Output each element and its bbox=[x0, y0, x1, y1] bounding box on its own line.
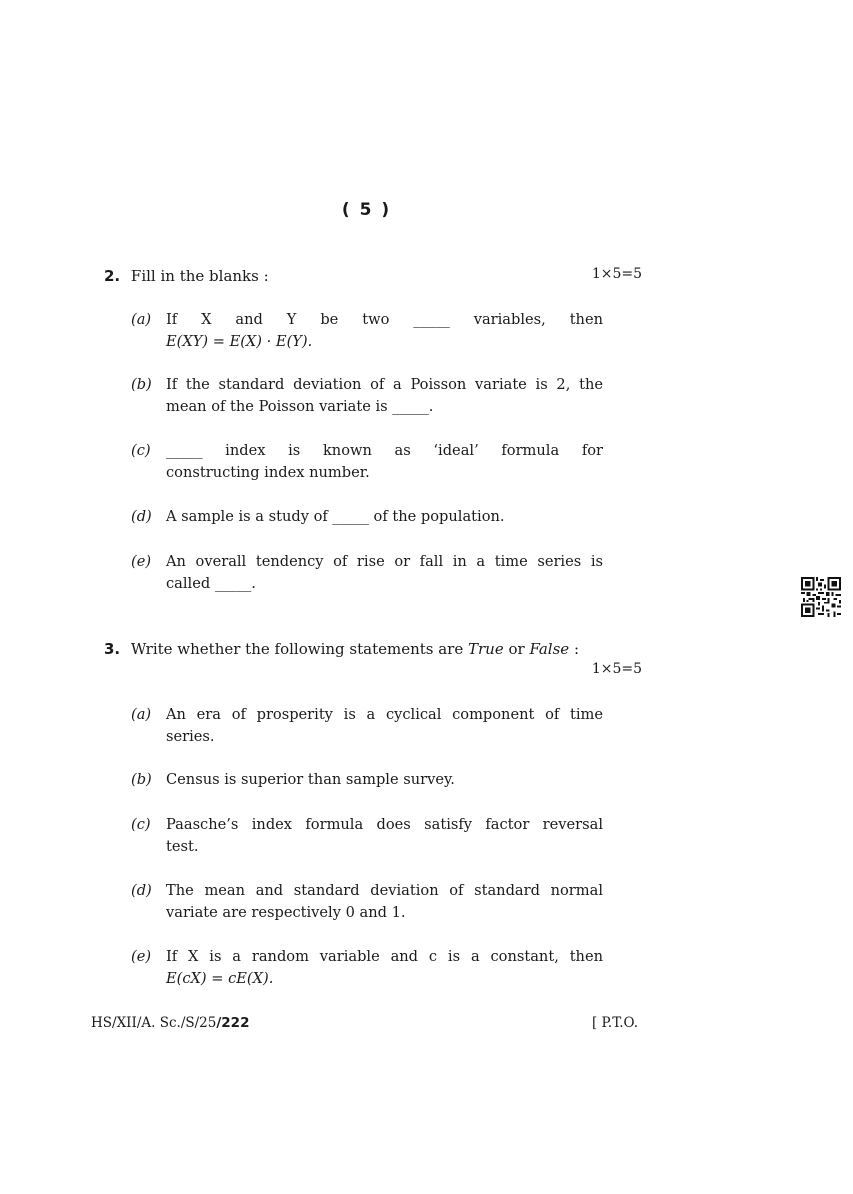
item-text-cont: E(XY) = E(X) · E(Y). bbox=[166, 333, 313, 350]
q3-item-e bbox=[131, 946, 603, 990]
item-label: (d) bbox=[131, 508, 152, 525]
item-label: (c) bbox=[131, 442, 151, 459]
q3-item-d bbox=[131, 880, 603, 924]
item-text: _____ index is known as ‘ideal’ formula for bbox=[166, 442, 603, 459]
item-text-cont: mean of the Poisson variate is _____. bbox=[166, 398, 434, 415]
item-label: (b) bbox=[131, 376, 152, 393]
q3-heading-false: False bbox=[529, 640, 570, 658]
q3-item-c bbox=[131, 814, 603, 858]
item-label: (b) bbox=[131, 771, 152, 788]
q3-heading bbox=[131, 640, 579, 658]
paper-code bbox=[91, 1015, 249, 1031]
item-text-cont: variate are respectively 0 and 1. bbox=[166, 904, 406, 921]
item-text: A sample is a study of _____ of the population. bbox=[166, 508, 505, 525]
page-number: ( 5 ) bbox=[341, 200, 392, 220]
q2-item-b bbox=[131, 374, 603, 418]
pto-label: [ P.T.O. bbox=[592, 1015, 639, 1031]
paper-code-prefix: HS/XII/A. Sc./S/25 bbox=[91, 1015, 217, 1031]
q3-item-b bbox=[131, 769, 603, 791]
q3-item-a bbox=[131, 704, 603, 748]
item-text: The mean and standard deviation of standard normal bbox=[166, 882, 603, 899]
item-text: An era of prosperity is a cyclical component of time bbox=[166, 706, 603, 723]
q2-marks: 1×5=5 bbox=[591, 266, 642, 282]
item-text-cont: constructing index number. bbox=[166, 464, 370, 481]
q2-item-a bbox=[131, 309, 603, 353]
item-text: If X and Y be two _____ variables, then bbox=[166, 311, 603, 328]
item-label: (e) bbox=[131, 553, 152, 570]
item-text-cont: test. bbox=[166, 838, 199, 855]
q2-number: 2. bbox=[104, 267, 121, 285]
q2-item-e bbox=[131, 551, 603, 595]
q2-item-d bbox=[131, 506, 603, 528]
item-label: (c) bbox=[131, 816, 151, 833]
q2-heading: Fill in the blanks : bbox=[130, 267, 269, 285]
item-label: (e) bbox=[131, 948, 152, 965]
paper-code-suffix: /222 bbox=[216, 1015, 250, 1031]
item-text-cont: called _____. bbox=[166, 575, 256, 592]
q3-heading-true: True bbox=[467, 640, 504, 658]
qr-code-icon bbox=[801, 577, 841, 617]
item-text: Paasche’s index formula does satisfy factor reversal bbox=[166, 816, 603, 833]
item-text: An overall tendency of rise or fall in a time series is bbox=[166, 553, 603, 570]
q3-marks: 1×5=5 bbox=[591, 661, 642, 677]
item-text: Census is superior than sample survey. bbox=[166, 771, 455, 788]
q3-heading-or: or bbox=[503, 640, 530, 658]
item-text-cont: E(cX) = cE(X). bbox=[166, 970, 274, 987]
q3-header bbox=[104, 638, 579, 660]
q2-item-c bbox=[131, 440, 603, 484]
q3-heading-post: : bbox=[569, 640, 579, 658]
item-text-cont: series. bbox=[166, 728, 215, 745]
item-text: If the standard deviation of a Poisson variate is 2, the bbox=[166, 376, 603, 393]
q3-heading-pre: Write whether the following statements are bbox=[130, 640, 468, 658]
q3-number: 3. bbox=[104, 640, 121, 658]
q2-header bbox=[104, 265, 269, 287]
item-label: (a) bbox=[131, 311, 152, 328]
item-label: (a) bbox=[131, 706, 152, 723]
item-label: (d) bbox=[131, 882, 152, 899]
item-text: If X is a random variable and c is a constant, then bbox=[166, 948, 603, 965]
